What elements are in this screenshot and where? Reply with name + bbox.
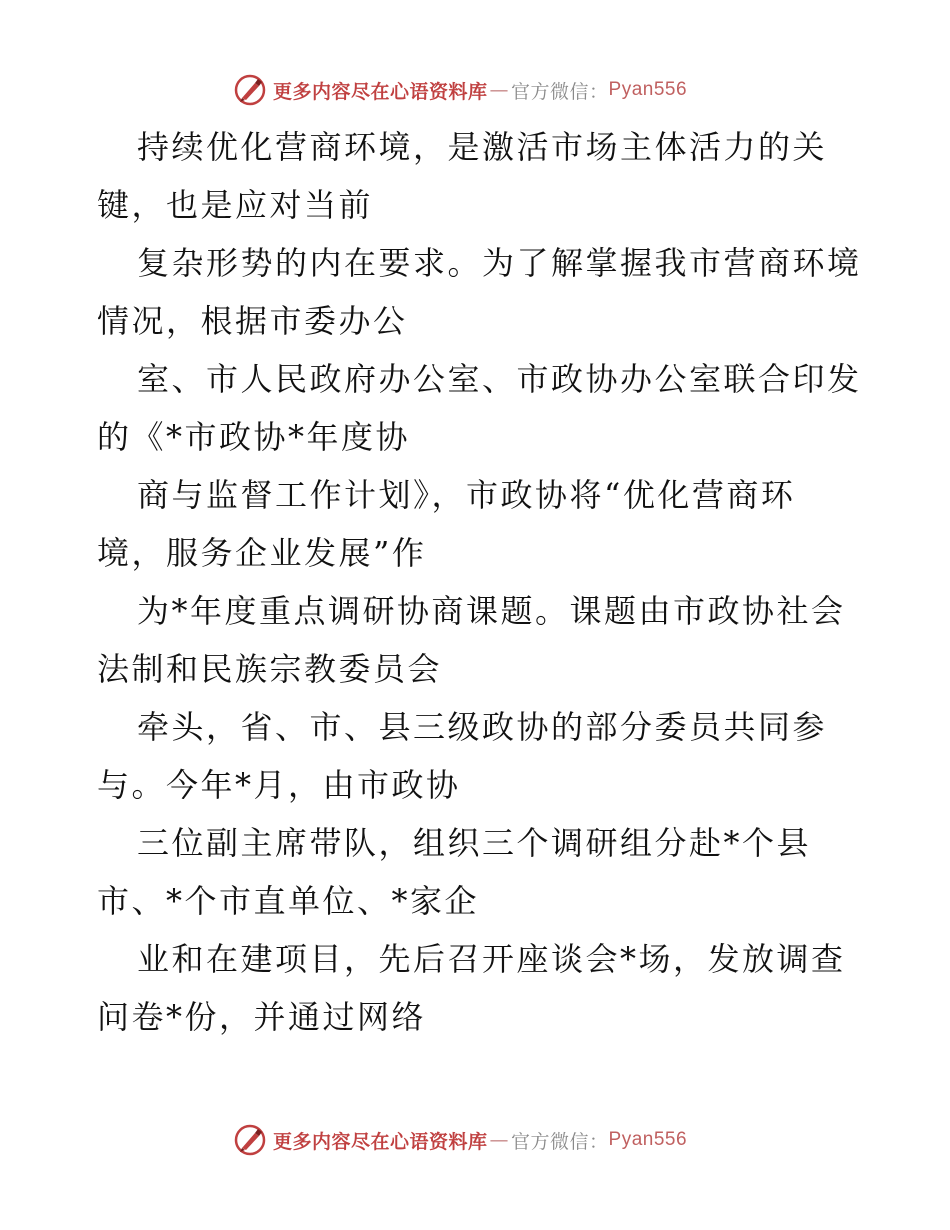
watermark-dash: —: [489, 1129, 510, 1151]
document-body: [97, 118, 862, 1046]
pen-logo-icon: [233, 73, 267, 107]
watermark-brand: 更多内容尽在心语资料库: [273, 1130, 488, 1153]
text-line: 与。今年*月，由市政协: [97, 766, 461, 804]
text-line: 的《*市政协*年度协: [97, 418, 411, 456]
text-line: 牵头，省、市、县三级政协的部分委员共同参: [137, 708, 828, 746]
watermark-official-label: 官方微信：: [511, 1130, 609, 1153]
text-line: 市、*个市直单位、*家企: [97, 882, 480, 920]
watermark-wechat-id: Pyan556: [608, 1129, 688, 1150]
pen-logo-icon: [233, 1123, 267, 1157]
text-line: 三位副主席带队，组织三个调研组分赴*个县: [137, 824, 812, 862]
text-line: 情况，根据市委办公: [97, 302, 408, 340]
text-line: 境，服务企业发展”作: [97, 534, 427, 572]
watermark-dash: —: [489, 79, 510, 101]
watermark-wechat-id: Pyan556: [608, 79, 688, 100]
footer-watermark: [233, 1123, 687, 1157]
watermark-official-label: 官方微信：: [511, 80, 609, 103]
text-line: 持续优化营商环境，是激活市场主体活力的关: [137, 128, 828, 166]
text-line: 商与监督工作计划》，市政协将“优化营商环: [137, 476, 796, 514]
text-line: 键，也是应对当前: [97, 186, 374, 224]
text-line: 法制和民族宗教委员会: [97, 650, 443, 688]
text-line: 室、市人民政府办公室、市政协办公室联合印发: [137, 360, 862, 398]
header-watermark: [233, 73, 687, 107]
text-line: 为*年度重点调研协商课题。课题由市政协社会: [137, 592, 846, 630]
text-line: 复杂形势的内在要求。为了解掌握我市营商环境: [137, 244, 862, 282]
text-line: 问卷*份，并通过网络: [97, 998, 427, 1036]
text-line: 业和在建项目，先后召开座谈会*场，发放调查: [137, 940, 846, 978]
watermark-brand: 更多内容尽在心语资料库: [273, 80, 488, 103]
